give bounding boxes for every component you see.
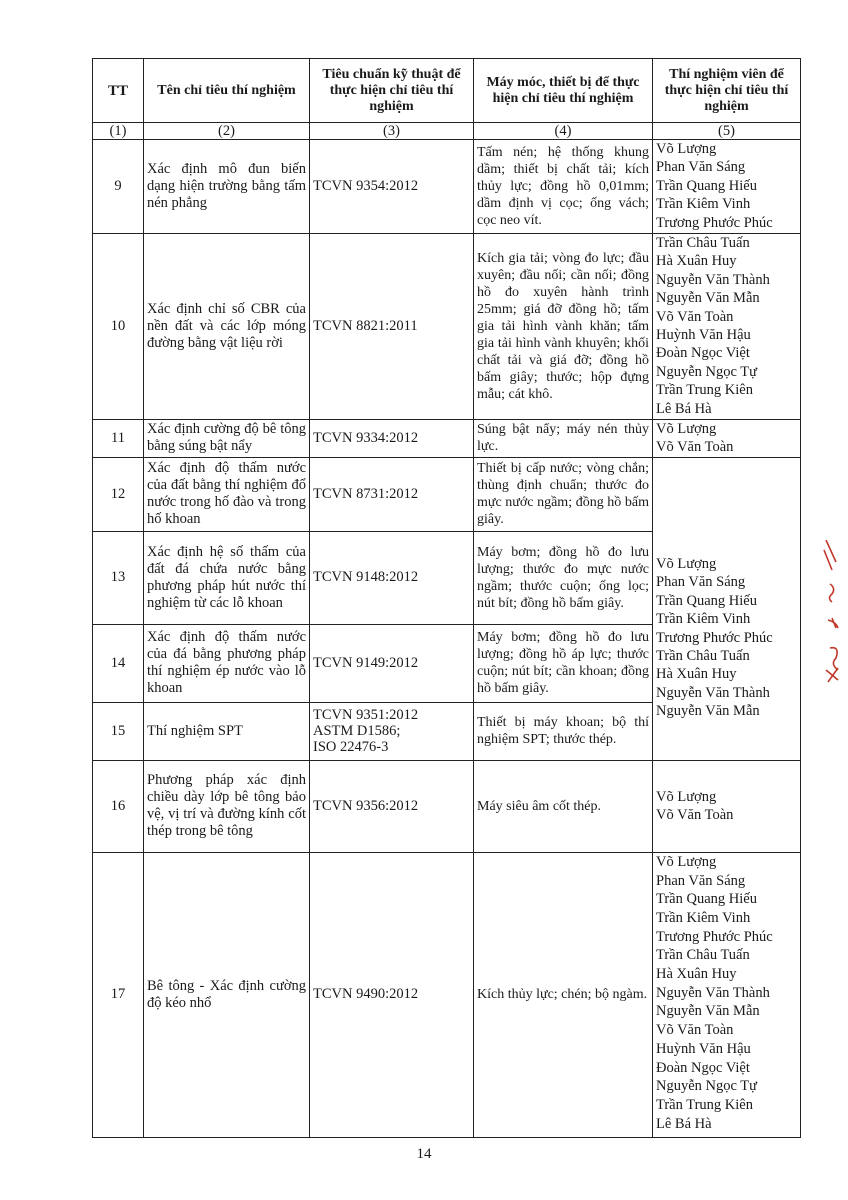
column-index: (3)	[310, 123, 474, 140]
row-standard: TCVN 9354:2012	[310, 140, 474, 234]
row-tt: 17	[93, 852, 144, 1137]
row-staff: Võ Lượng Võ Văn Toàn	[653, 420, 801, 458]
header-tt: TT	[93, 59, 144, 123]
row-criterion: Xác định chỉ số CBR của nền đất và các lớp móng đường bằng vật liệu rời	[144, 234, 310, 420]
row-criterion: Xác định độ thấm nước của đá bằng phương pháp thí nghiệm ép nước vào lỗ khoan	[144, 624, 310, 702]
row-standard: TCVN 8731:2012	[310, 457, 474, 531]
row-staff: Trần Châu Tuấn Hà Xuân Huy Nguyễn Văn Thành Nguyễn Văn Mẫn Võ Văn Toàn Huỳnh Văn Hậu Đoàn Ngọc Việt Nguyễn Ngọc Tự Trần Trung Kiên Lê Bá Hà	[653, 234, 801, 420]
column-index: (1)	[93, 123, 144, 140]
row-criterion: Bê tông - Xác định cường độ kéo nhổ	[144, 852, 310, 1137]
row-criterion: Xác định độ thấm nước của đất bằng thí nghiệm đổ nước trong hố đào và trong hố khoan	[144, 457, 310, 531]
row-equipment: Súng bật nẩy; máy nén thủy lực.	[474, 420, 653, 458]
header-staff: Thí nghiệm viên để thực hiện chỉ tiêu thí nghiệm	[653, 59, 801, 123]
row-equipment: Tấm nén; hệ thống khung dầm; thiết bị chất tải; kích thủy lực; đồng hồ 0,01mm; dầm định vị cọc; ống vách; cọc neo vít.	[474, 140, 653, 234]
table-row	[93, 140, 801, 234]
row-standard: TCVN 9356:2012	[310, 760, 474, 852]
header-equipment: Máy móc, thiết bị để thực hiện chỉ tiêu thí nghiệm	[474, 59, 653, 123]
row-standard: TCVN 9490:2012	[310, 852, 474, 1137]
row-staff: Võ Lượng Phan Văn Sáng Trần Quang Hiếu Trần Kiêm Vinh Trương Phước Phúc	[653, 140, 801, 234]
row-criterion: Phương pháp xác định chiều dày lớp bê tông bảo vệ, vị trí và đường kính cốt thép trong bê tông	[144, 760, 310, 852]
row-equipment: Máy bơm; đồng hồ đo lưu lượng; đồng hồ áp lực; thước cuộn; nút bít; cần khoan; đồng hồ bấm giây.	[474, 624, 653, 702]
row-tt: 10	[93, 234, 144, 420]
header-name: Tên chỉ tiêu thí nghiệm	[144, 59, 310, 123]
row-standard: TCVN 9334:2012	[310, 420, 474, 458]
row-tt: 11	[93, 420, 144, 458]
margin-stamp-mark	[818, 540, 846, 700]
table-row	[93, 457, 801, 531]
row-tt: 14	[93, 624, 144, 702]
row-criterion: Xác định cường độ bê tông bằng súng bật nẩy	[144, 420, 310, 458]
row-criterion: Thí nghiệm SPT	[144, 702, 310, 760]
row-equipment: Máy bơm; đồng hồ đo lưu lượng; thước đo mực nước ngầm; thước cuộn; ống lọc; nút bít; đồng hồ bấm giây.	[474, 531, 653, 624]
row-equipment: Thiết bị cấp nước; vòng chắn; thùng định chuẩn; thước đo mực nước ngầm; đồng hồ bấm giây.	[474, 457, 653, 531]
row-tt: 15	[93, 702, 144, 760]
header-standard: Tiêu chuẩn kỹ thuật để thực hiện chỉ tiêu thí nghiệm	[310, 59, 474, 123]
row-standard: TCVN 9148:2012	[310, 531, 474, 624]
row-equipment: Kích thủy lực; chén; bộ ngàm.	[474, 852, 653, 1137]
column-index: (2)	[144, 123, 310, 140]
row-standard: TCVN 8821:2011	[310, 234, 474, 420]
table-row	[93, 420, 801, 458]
row-equipment: Kích gia tải; vòng đo lực; đầu xuyên; đầu nối; cần nối; đồng hồ đo xuyên hành trình 25mm; giá đỡ đồng hồ; tấm gia tải hình vành khăn; tấm gia tải hình vành khuyên; khối chất tải và giá đỡ; đồng hồ bấm giây; thước; hộp đựng mẫu; cát khô.	[474, 234, 653, 420]
row-tt: 12	[93, 457, 144, 531]
row-staff-merged: Võ Lượng Phan Văn Sáng Trần Quang Hiếu Trần Kiêm Vinh Trương Phước Phúc Trần Châu Tuấn Hà Xuân Huy Nguyễn Văn Thành Nguyễn Văn Mẫn	[653, 457, 801, 760]
row-staff: Võ Lượng Võ Văn Toàn	[653, 760, 801, 852]
column-index: (4)	[474, 123, 653, 140]
table-row	[93, 234, 801, 420]
table-row	[93, 760, 801, 852]
row-standard: TCVN 9149:2012	[310, 624, 474, 702]
row-staff: Võ Lượng Phan Văn Sáng Trần Quang Hiếu Trần Kiêm Vinh Trương Phước Phúc Trần Châu Tuấn Hà Xuân Huy Nguyễn Văn Thành Nguyễn Văn Mẫn Võ Văn Toàn Huỳnh Văn Hậu Đoàn Ngọc Việt Nguyễn Ngọc Tự Trần Trung Kiên Lê Bá Hà	[653, 852, 801, 1137]
row-equipment: Thiết bị máy khoan; bộ thí nghiệm SPT; thước thép.	[474, 702, 653, 760]
column-index-row	[93, 123, 801, 140]
row-tt: 13	[93, 531, 144, 624]
table-row	[93, 852, 801, 1137]
test-criteria-table	[92, 58, 801, 1138]
column-index: (5)	[653, 123, 801, 140]
row-standard: TCVN 9351:2012 ASTM D1586; ISO 22476-3	[310, 702, 474, 760]
row-criterion: Xác định mô đun biến dạng hiện trường bằng tấm nén phẳng	[144, 140, 310, 234]
row-tt: 16	[93, 760, 144, 852]
row-tt: 9	[93, 140, 144, 234]
header-row	[93, 59, 801, 123]
page-number: 14	[416, 1146, 432, 1162]
row-equipment: Máy siêu âm cốt thép.	[474, 760, 653, 852]
row-criterion: Xác định hệ số thấm của đất đá chứa nước bằng phương pháp hút nước thí nghiệm từ các lỗ khoan	[144, 531, 310, 624]
